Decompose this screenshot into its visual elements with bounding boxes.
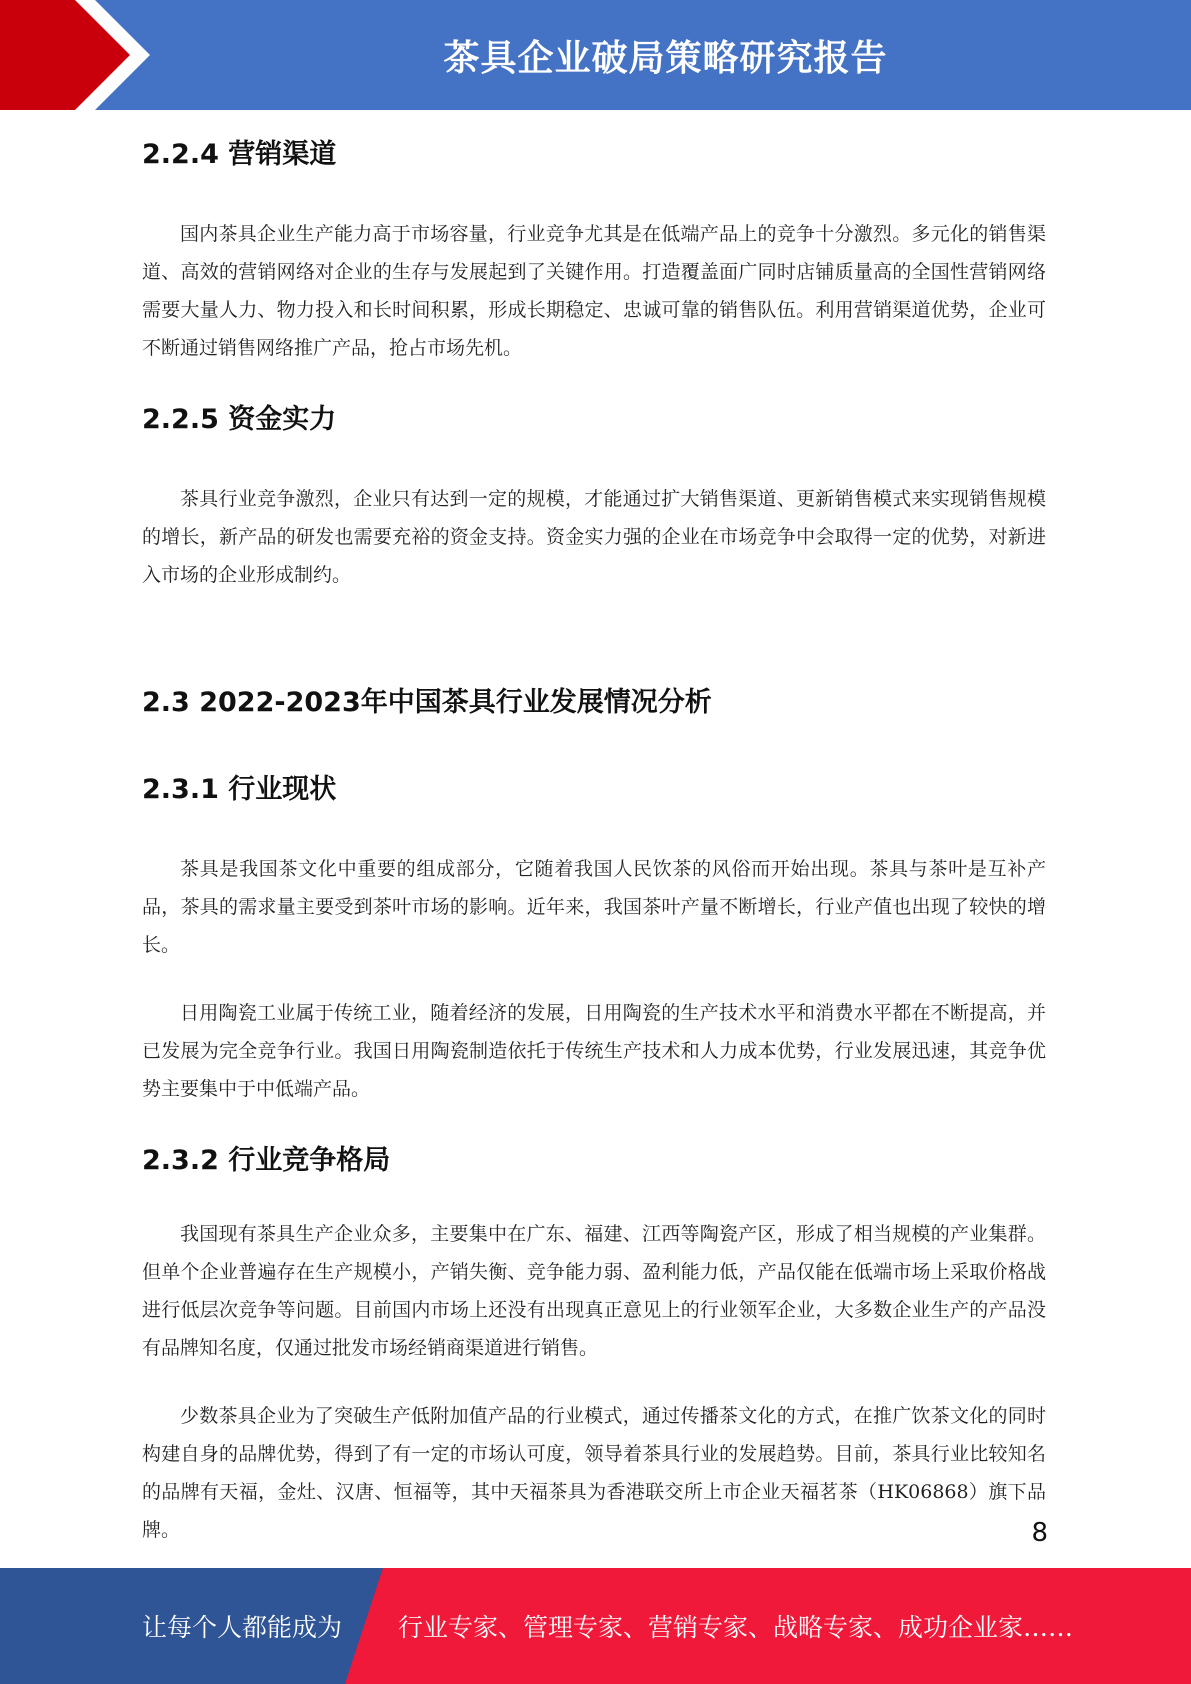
paragraph-financial-strength: 茶具行业竞争激烈，企业只有达到一定的规模，才能通过扩大销售渠道、更新销售模式来实现销售规模的增长，新产品的研发也需要充裕的资金支持。资金实力强的企业在市场竞争中会取得一定的优势，对新进入市场的企业形成制约。 [142,488,1046,586]
paragraph-marketing-channels: 国内茶具企业生产能力高于市场容量，行业竞争尤其是在低端产品上的竞争十分激烈。多元化的销售渠道、高效的营销网络对企业的生存与发展起到了关键作用。打造覆盖面广同时店铺质量高的全国性营销网络需要大量人力、物力投入和长时间积累，形成长期稳定、忠诚可靠的销售队伍。利用营销渠道优势，企业可不断通过销售网络推广产品，抢占市场先机。 [142,223,1046,359]
section-heading-2-3: 2.3 2022-2023年中国茶具行业发展情况分析 [142,687,712,718]
footer-slogan-right: 行业专家、管理专家、营销专家、战略专家、成功企业家…… [398,1613,1074,1642]
header-title: 茶具企业破局策略研究报告 [443,37,888,79]
paragraph-industry-status-1: 茶具是我国茶文化中重要的组成部分，它随着我国人民饮茶的风俗而开始出现。茶具与茶叶是互补产品，茶具的需求量主要受到茶叶市场的影响。近年来，我国茶叶产量不断增长，行业产值也出现了较快的增长。 [142,858,1046,956]
page-footer [0,1568,1191,1684]
section-heading-2-2-4: 2.2.4 营销渠道 [142,139,337,170]
footer-slogan-left: 让每个人都能成为 [142,1613,343,1642]
report-body [142,118,1046,1549]
section-heading-2-3-2: 2.3.2 行业竞争格局 [142,1145,391,1176]
paragraph-competition-1: 我国现有茶具生产企业众多，主要集中在广东、福建、江西等陶瓷产区，形成了相当规模的产业集群。但单个企业普遍存在生产规模小，产销失衡、竞争能力弱、盈利能力低，产品仅能在低端市场上采取价格战进行低层次竞争等问题。目前国内市场上还没有出现真正意见上的行业领军企业，大多数企业生产的产品没有品牌知名度，仅通过批发市场经销商渠道进行销售。 [142,1223,1046,1359]
header-red-chevron [0,0,150,110]
section-heading-2-2-5: 2.2.5 资金实力 [142,404,337,435]
paragraph-competition-2: 少数茶具企业为了突破生产低附加值产品的行业模式，通过传播茶文化的方式，在推广饮茶文化的同时构建自身的品牌优势，得到了有一定的市场认可度，领导着茶具行业的发展趋势。目前，茶具行业比较知名的品牌有天福，金灶、汉唐、恒福等，其中天福茶具为香港联交所上市企业天福茗茶（HK06868）旗下品牌。 [142,1405,1046,1541]
page-number: 8 [1031,1518,1048,1548]
paragraph-industry-status-2: 日用陶瓷工业属于传统工业，随着经济的发展，日用陶瓷的生产技术水平和消费水平都在不断提高，并已发展为完全竞争行业。我国日用陶瓷制造依托于传统生产技术和人力成本优势，行业发展迅速，其竞争优势主要集中于中低端产品。 [142,1002,1046,1100]
section-heading-2-3-1: 2.3.1 行业现状 [142,774,337,805]
page-header [0,0,1191,110]
